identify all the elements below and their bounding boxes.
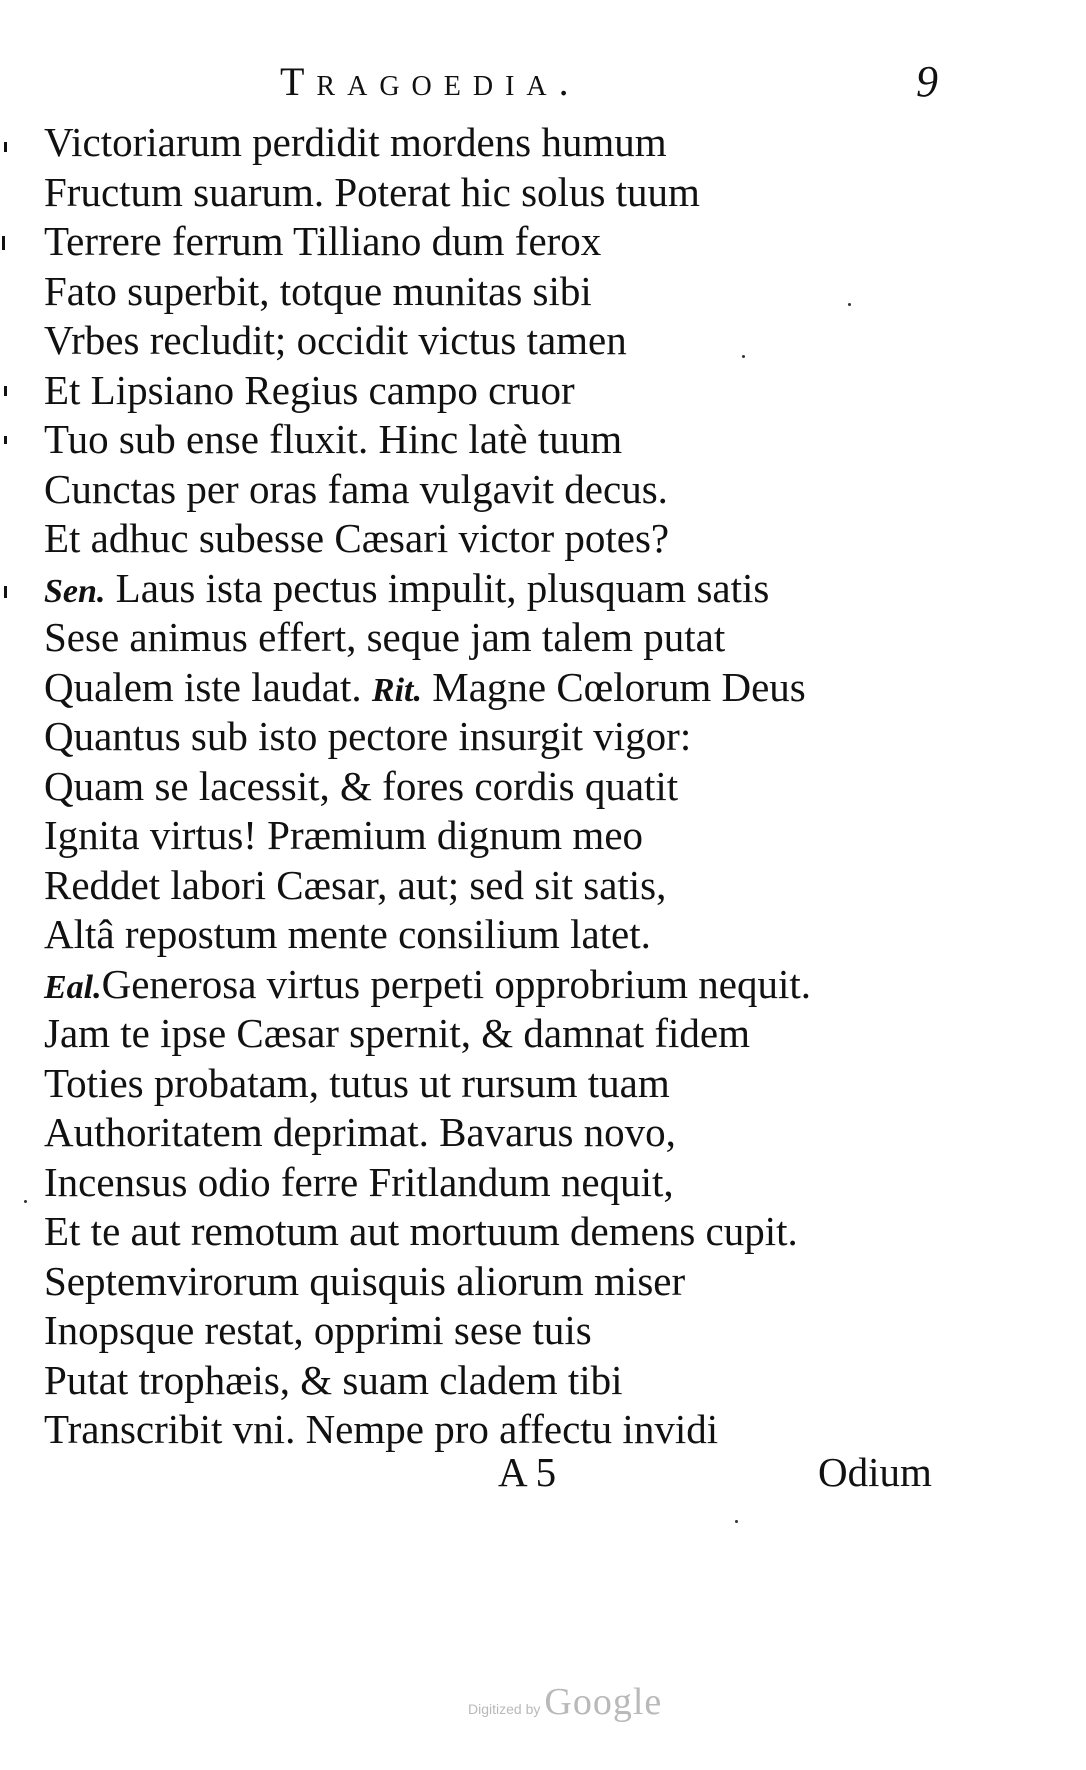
page-header [0,58,1086,118]
verse-line [44,762,1004,812]
watermark-logo-text: Google [544,1681,663,1723]
verse-block [44,118,1004,1455]
verse-line [44,118,1004,168]
verse-text: Sese animus effert, seque jam talem putat [44,614,726,660]
verse-line [44,1108,1004,1158]
verse-line [44,267,1004,317]
verse-line [44,465,1004,515]
verse-text: Inopsque restat, opprimi sese tuis [44,1307,592,1353]
verse-line [44,366,1004,416]
verse-text: Septemvirorum quisquis aliorum miser [44,1257,686,1304]
verse-line [44,415,1004,465]
verse-text: Et adhuc subesse Cæsari victor potes? [44,515,670,561]
catchword: Odium [818,1449,932,1495]
verse-line [44,811,1004,861]
margin-mark [4,586,7,598]
speaker-label: Eal. [44,968,102,1006]
verse-line [44,1158,1004,1208]
verse-text: Toties probatam, tutus ut rursum tuam [44,1059,670,1106]
verse-line [44,1257,1004,1307]
verse-text: Vrbes recludit; occidit victus tamen [44,317,627,363]
verse-text: Et Lipsiano Regius campo cruor [44,366,575,413]
page-number: 9 [916,57,938,106]
page-footer [0,1448,1086,1508]
verse-text: Incensus odio ferre Fritlandum nequit, [44,1158,674,1205]
verse-line [44,514,1004,564]
verse-line [44,1059,1004,1109]
watermark-small-text: Digitized by [468,1701,541,1717]
margin-mark [4,386,7,396]
signature-mark: A 5 [498,1449,557,1495]
verse-line [44,1009,1004,1059]
verse-text: Et te aut remotum aut mortuum demens cupit. [44,1208,798,1254]
verse-text: Reddet labori Cæsar, aut; sed sit satis, [44,861,667,908]
scan-speck [735,1520,738,1523]
verse-line [44,613,1004,663]
verse-text: Transcribit vni. Nempe pro affectu invidi [44,1406,719,1452]
verse-text: Tuo sub ense fluxit. Hinc latè tuum [44,416,623,462]
scan-speck [848,303,851,306]
verse-text: Fato superbit, totque munitas sibi [44,267,592,314]
verse-text: Jam te ipse Cæsar spernit, & damnat fidem [44,1010,750,1056]
margin-mark [2,236,5,250]
verse-line [44,1356,1004,1406]
running-title: Tragoedia. [280,59,581,104]
verse-text: Ignita virtus! Præmium dignum meo [44,812,644,858]
speaker-label: Rit. [371,671,422,709]
verse-text: Laus ista pectus impulit, plusquam satis [105,564,770,611]
verse-line [44,712,1004,762]
digitized-watermark [468,1680,662,1724]
verse-line [44,316,1004,366]
verse-text: Altâ repostum mente consilium latet. [44,911,651,957]
verse-text: Quam se lacessit, & fores cordis quatit [44,762,679,809]
verse-line [44,910,1004,960]
scan-speck [742,355,745,358]
verse-text: Terrere ferrum Tilliano dum ferox [44,218,602,264]
verse-text: Generosa virtus perpeti opprobrium nequit. [101,960,811,1007]
margin-mark [4,436,7,444]
verse-line [44,960,1004,1010]
verse-text: Authoritatem deprimat. Bavarus novo, [44,1109,676,1155]
verse-line [44,168,1004,218]
margin-mark [4,142,7,152]
verse-line [44,663,1004,713]
verse-text: Putat trophæis, & suam cladem tibi [44,1356,623,1403]
verse-text: Quantus sub isto pectore insurgit vigor: [44,713,692,759]
scan-speck [24,1200,27,1203]
verse-text: Magne Cœlorum Deus [421,663,806,710]
verse-line [44,564,1004,614]
speaker-label: Sen. [44,572,106,610]
verse-text: Victoriarum perdidit mordens humum [44,119,667,165]
verse-line [44,217,1004,267]
verse-text: Cunctas per oras fama vulgavit decus. [44,465,668,512]
verse-line [44,1306,1004,1356]
verse-line [44,861,1004,911]
verse-text: Qualem iste laudat. [44,663,372,710]
verse-line [44,1207,1004,1257]
verse-text: Fructum suarum. Poterat hic solus tuum [44,168,700,215]
